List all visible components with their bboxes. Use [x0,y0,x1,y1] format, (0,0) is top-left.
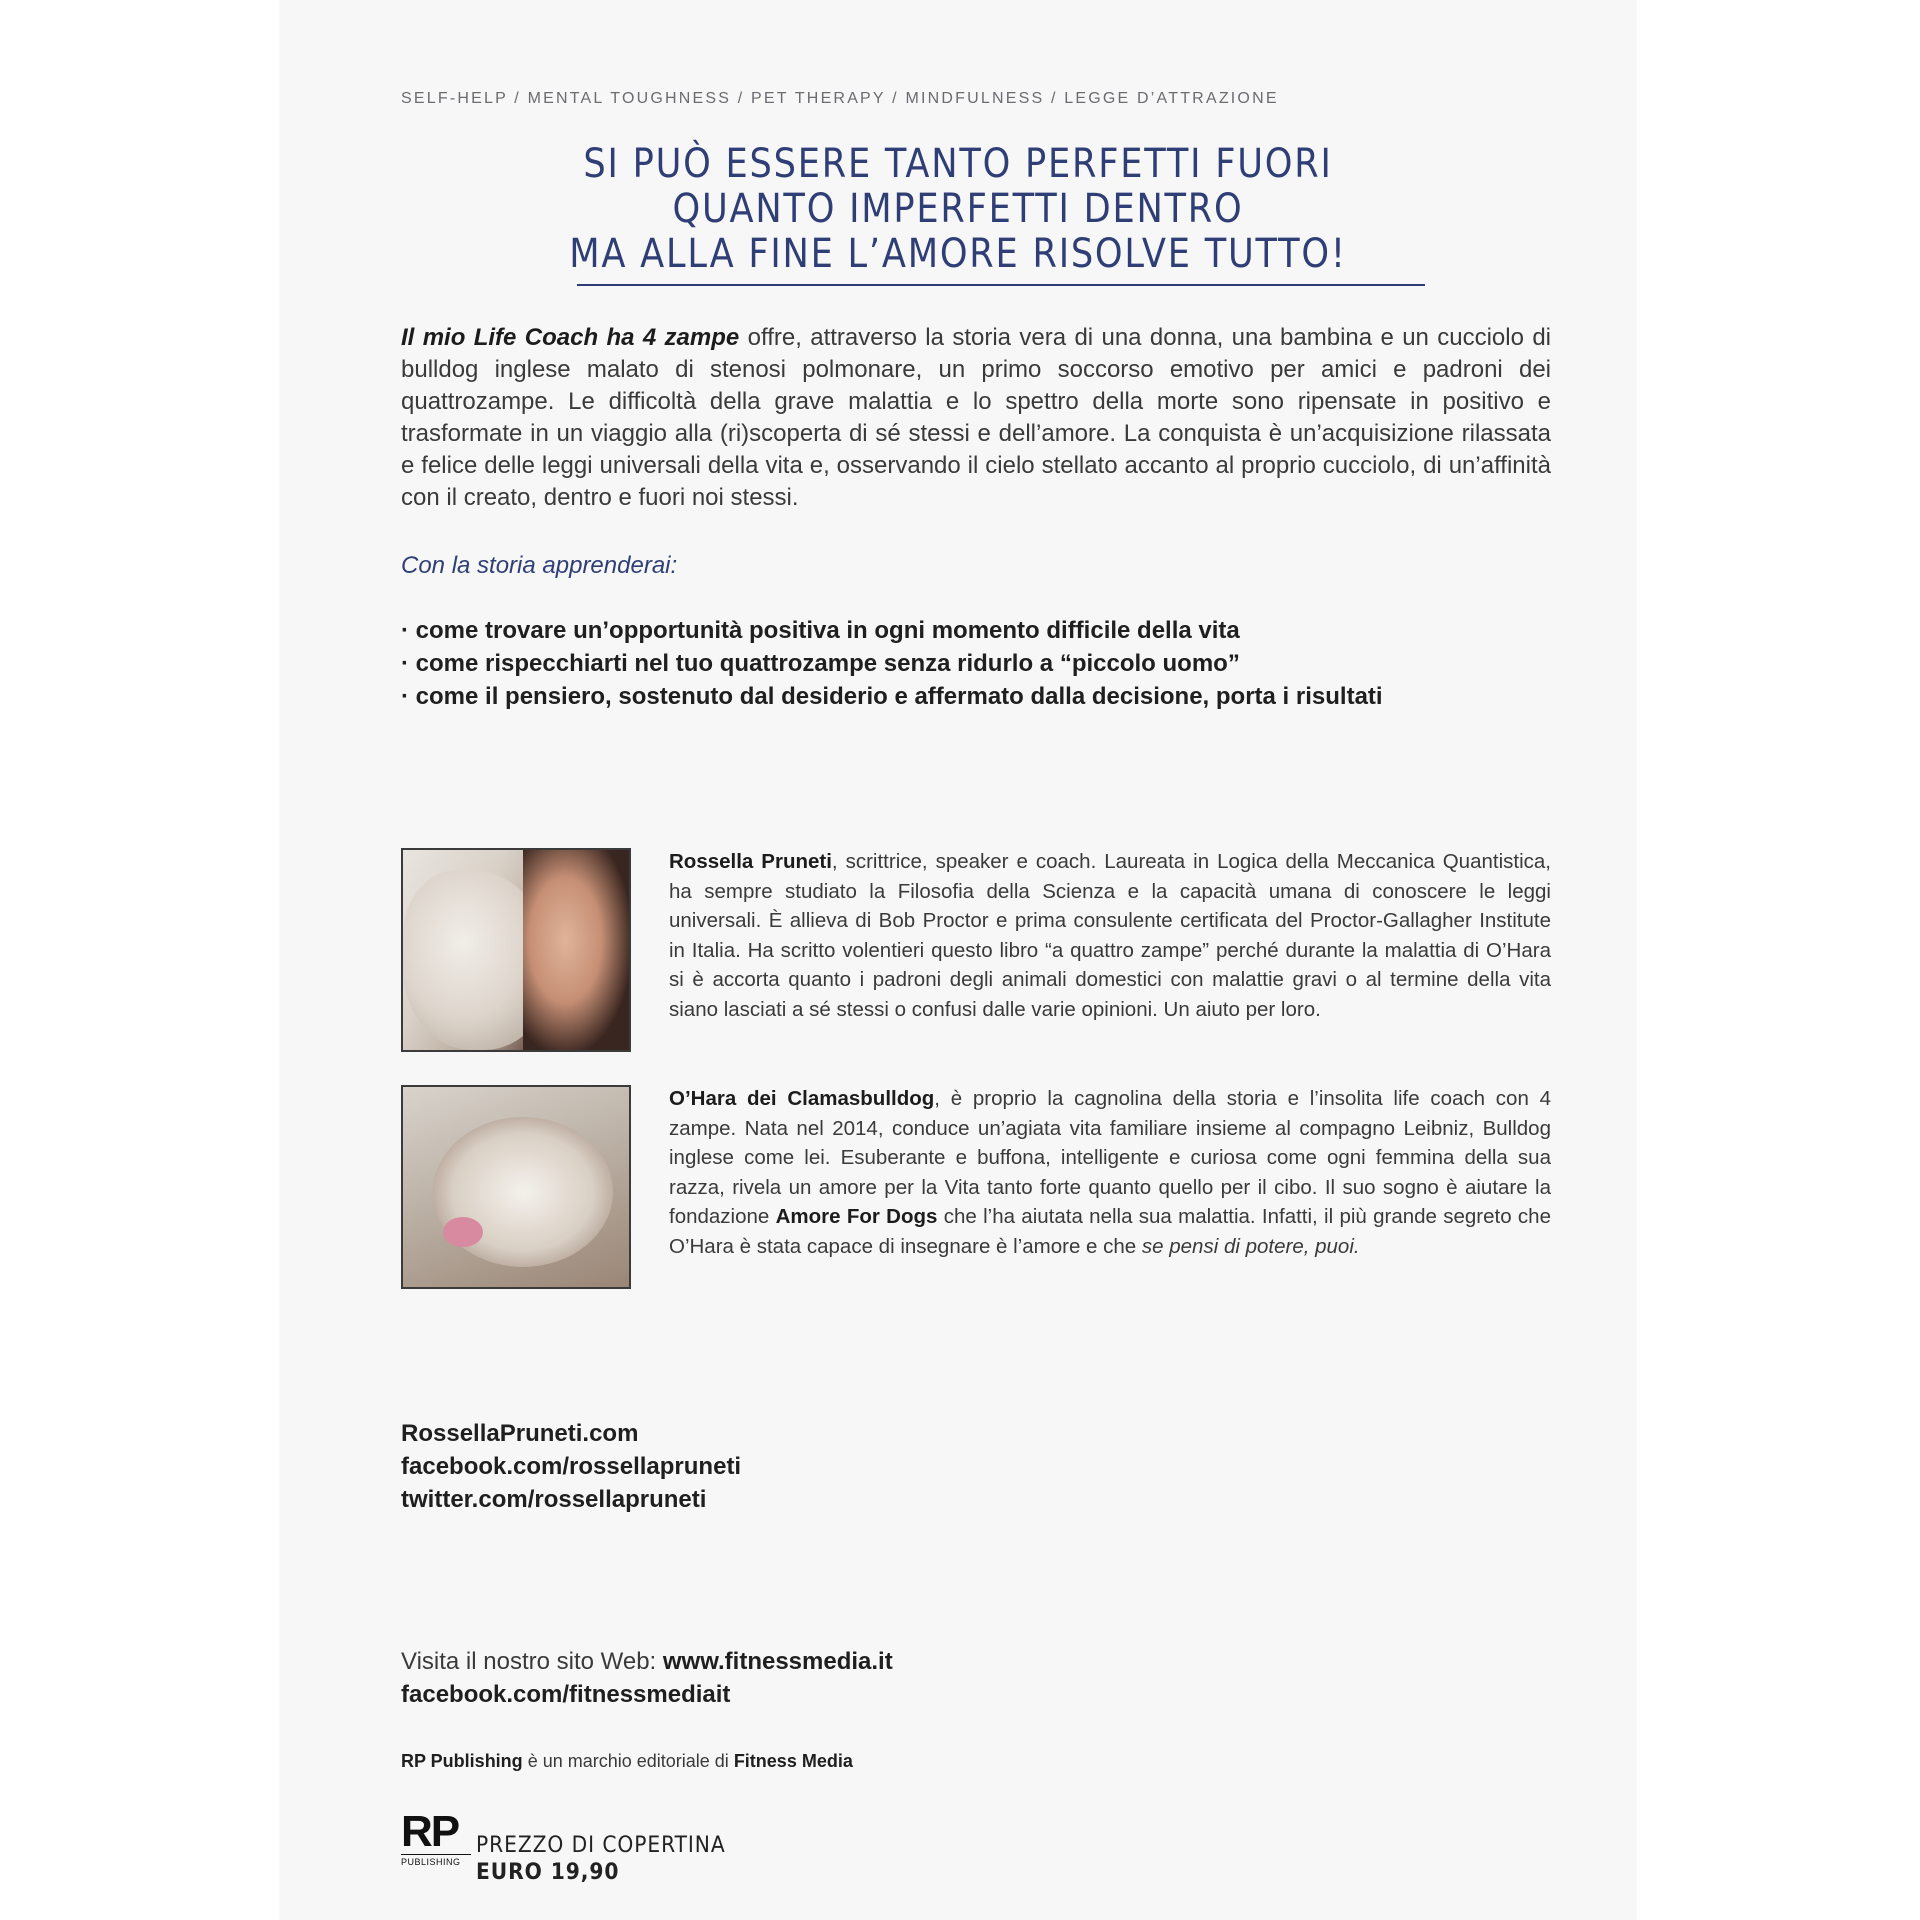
intro-paragraph [401,322,1551,514]
bullet-item: · come il pensiero, sostenuto dal desiderio e affermato dalla decisione, porta i risultati [401,683,1383,710]
twitter-link: twitter.com/rossellapruneti [401,1486,707,1513]
cover-price [476,1832,726,1886]
publisher-note [401,1751,853,1772]
publisher-facebook-text: facebook.com/fitnessmediait [401,1681,731,1708]
author-bio [669,847,1551,1024]
dog-name: O’Hara dei Clamasbulldog [669,1087,935,1110]
author-face [523,850,629,1050]
price-amount: EURO 19,90 [476,1860,620,1885]
price-label: PREZZO DI COPERTINA [476,1833,726,1858]
dog-bio [669,1084,1551,1261]
author-photo [401,848,631,1052]
book-title: Il mio Life Coach ha 4 zampe [401,324,740,351]
learn-bullets [401,614,1383,713]
website-link: RossellaPruneti.com [401,1420,639,1447]
publisher-brand: RP Publishing [401,1751,523,1771]
category-list: SELF-HELP / MENTAL TOUGHNESS / PET THERAPY / MINDFULNESS / LEGGE D’ATTRAZIONE [401,90,1279,107]
visit-label: Visita il nostro sito Web: [401,1648,663,1675]
author-bio-text: , scrittrice, speaker e coach. Laureata in Logica della Meccanica Quantistica, ha sempre studiato la Filosofia della Scienza e la capacità umana di conoscere le leggi universali. È allieva di Bob Proctor e prima consulente certificata del Proctor-Gallagher Institute in Italia. Ha scritto volentieri questo libro “a quattro zampe” perché durante la malattia di O’Hara si è accorta quanto i padroni degli animali domestici con malattie gravi o al termine della vita siano lasciati a sé stessi o confusi dalle varie opinioni. Un aiuto per loro. [669,850,1551,1021]
logo-mark: RP [401,1807,459,1856]
social-links [401,1417,741,1516]
dog-bio-text-2: che l’ha aiutata nella sua malattia. Infatti, il più grande segreto che O’Hara è stata capace di insegnare è l’amore e che [669,1205,1551,1258]
author-name: Rossella Pruneti [669,850,832,873]
headline-divider [577,284,1425,286]
logo-subtitle: PUBLISHING [401,1854,471,1867]
headline-line-3: MA ALLA FINE L’AMORE RISOLVE TUTTO! [569,231,1347,277]
foundation-name: Amore For Dogs [775,1205,938,1228]
publisher-facebook [401,1678,893,1711]
facebook-link: facebook.com/rossellapruneti [401,1453,742,1480]
publisher-visit [401,1645,893,1711]
bullet-item: · come trovare un’opportunità positiva in ogni momento difficile della vita [401,617,1240,644]
dog-bio-quote: se pensi di potere, puoi. [1141,1234,1360,1258]
book-back-cover [280,0,1636,1920]
publisher-note-text: è un marchio editoriale di [522,1751,734,1771]
publisher-website: www.fitnessmedia.it [662,1648,893,1675]
headline [361,142,1554,277]
bulldog-tongue [443,1217,483,1247]
bullet-item: · come rispecchiarti nel tuo quattrozampe senza ridurlo a “piccolo uomo” [401,650,1240,677]
learn-heading: Con la storia apprenderai: [401,552,678,579]
headline-line-2: QUANTO IMPERFETTI DENTRO [672,186,1244,232]
dog-bio-text-1: , è proprio la cagnolina della storia e l’insolita life coach con 4 zampe. Nata nel 2014, conduce un’agiata vita familiare insieme al compagno Leibniz, Bulldog inglese come lei. Esuberante e buffona, intelligente e curiosa come ogni femmina della sua razza, rivela un amore per la Vita tanto forte quanto quello per il cibo. Il suo sogno è aiutare la fondazione [669,1087,1551,1228]
headline-line-1: SI PUÒ ESSERE TANTO PERFETTI FUORI [583,141,1333,187]
rp-publishing-logo [401,1807,471,1867]
publisher-parent: Fitness Media [733,1751,853,1771]
intro-text: offre, attraverso la storia vera di una donna, una bambina e un cucciolo di bulldog inglese malato di stenosi polmonare, un primo soccorso emotivo per amici e padroni dei quattrozampe. Le difficoltà della grave malattia e lo spettro della morte sono ripensate in positivo e trasformate in un viaggio alla (ri)scoperta di sé stessi e dell’amore. La conquista è un’acquisizione rilassata e felice delle leggi universali della vita e, osservando il cielo stellato accanto al proprio cucciolo, di un’affinità con il creato, dentro e fuori noi stessi. [401,324,1552,511]
visit-line [401,1645,893,1678]
dog-photo [401,1085,631,1289]
